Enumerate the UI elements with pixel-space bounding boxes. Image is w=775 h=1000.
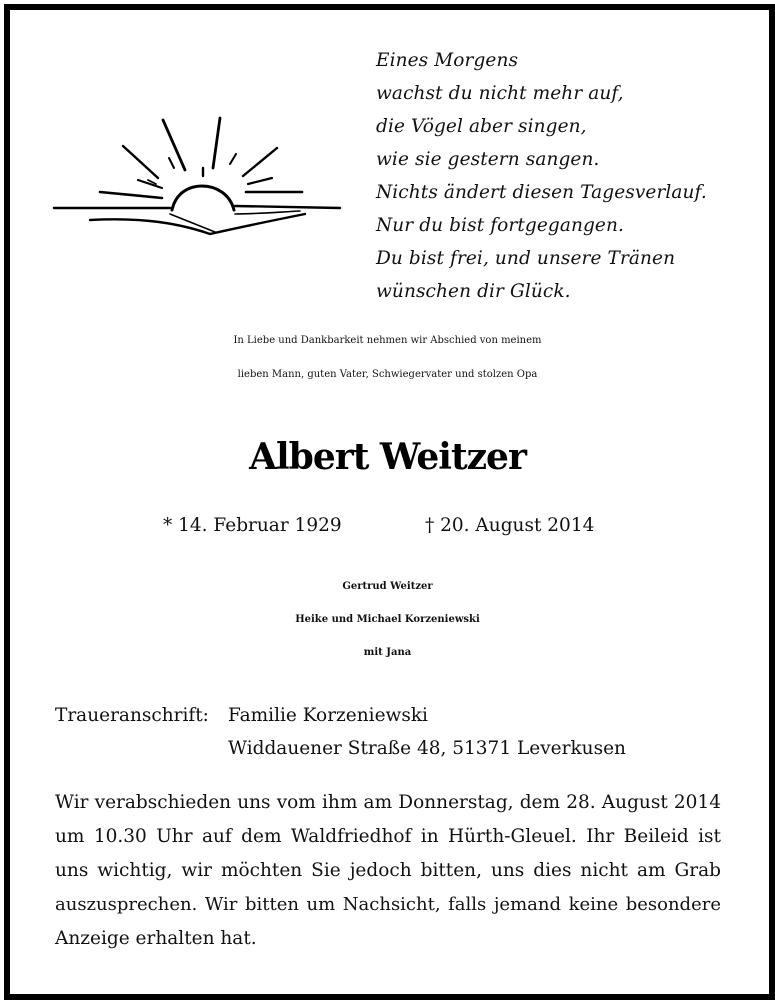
- poem-line-2: wachst du nicht mehr auf,: [376, 83, 624, 104]
- poem-line-7: Du bist frei, und unsere Tränen: [376, 248, 676, 269]
- poem-line-8: wünschen dir Glück.: [376, 281, 571, 302]
- intro-line-2: lieben Mann, guten Vater, Schwiegervater und stolzen Opa: [237, 369, 538, 380]
- address-line-2: Widdauener Straße 48, 51371 Leverkusen: [228, 738, 626, 759]
- address-label: Traueranschrift:: [55, 705, 209, 726]
- poem-line-3: die Vögel aber singen,: [376, 116, 587, 137]
- notice-line-1: Wir verabschieden uns vom ihm am Donnerstag, dem 28. August 2014: [55, 792, 721, 813]
- poem-line-5: Nichts ändert diesen Tagesverlauf.: [376, 182, 707, 203]
- deceased-name: Albert Weitzer: [249, 436, 526, 478]
- notice-line-3: uns wichtig, wir möchten Sie jedoch bitten, uns dies nicht am Grab: [55, 860, 721, 881]
- intro-line-1: In Liebe und Dankbarkeit nehmen wir Abschied von meinem: [233, 335, 542, 346]
- mourner-line-2: Heike und Michael Korzeniewski: [295, 614, 480, 625]
- notice-line-5: Anzeige erhalten hat.: [55, 928, 257, 949]
- sunset-icon: [50, 110, 350, 240]
- poem-line-6: Nur du bist fortgegangen.: [376, 215, 624, 236]
- birth-date: * 14. Februar 1929: [163, 515, 342, 536]
- notice-line-2: um 10.30 Uhr auf dem Waldfriedhof in Hürth-Gleuel. Ihr Beileid ist: [55, 826, 721, 847]
- address-line-1: Familie Korzeniewski: [228, 705, 428, 726]
- mourner-line-3: mit Jana: [363, 647, 412, 658]
- poem-line-1: Eines Morgens: [376, 50, 519, 71]
- poem-line-4: wie sie gestern sangen.: [376, 149, 600, 170]
- mourner-line-1: Gertrud Weitzer: [342, 581, 433, 592]
- death-date: † 20. August 2014: [425, 515, 595, 536]
- notice-line-4: auszusprechen. Wir bitten um Nachsicht, falls jemand keine besondere: [55, 894, 721, 915]
